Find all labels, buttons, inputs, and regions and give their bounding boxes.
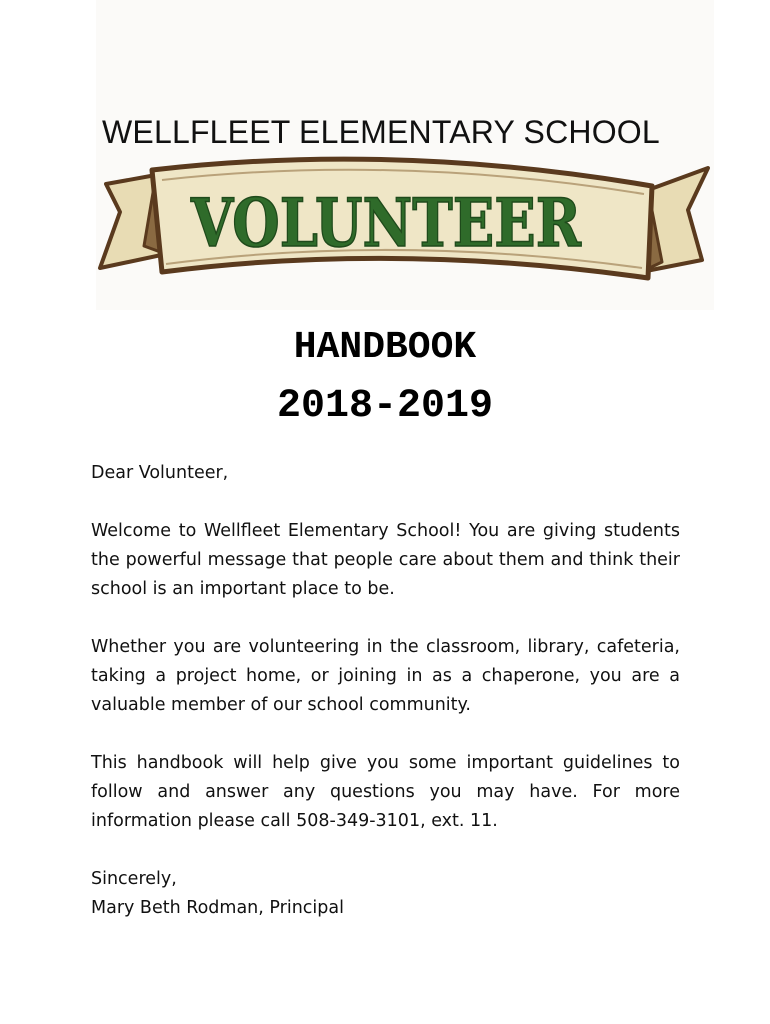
welcome-letter (91, 459, 680, 923)
letter-closing: Sincerely, (91, 869, 177, 889)
handbook-title: HANDBOOK (293, 326, 477, 369)
volunteer-banner-image (96, 150, 714, 310)
letter-signature: Mary Beth Rodman, Principal (91, 898, 344, 918)
school-name: WELLFLEET ELEMENTARY SCHOOL (102, 114, 660, 150)
handbook-year: 2018-2019 (276, 384, 494, 429)
letter-paragraph-contact: This handbook will help give you some important guidelines to follow and answer any questions you may have. For more information please call 508-349-3101, ext. 11. (91, 753, 680, 831)
letter-paragraph-welcome: Welcome to Wellfleet Elementary School! You are giving students the powerful message that people care about them and think their school is an important place to be. (91, 521, 680, 599)
banner-lettering: VOLUNTEER (190, 184, 582, 262)
letter-greeting: Dear Volunteer, (91, 463, 229, 483)
letter-paragraph-volunteering: Whether you are volunteering in the classroom, library, cafeteria, taking a project home, or joining in as a chaperone, you are a valuable member of our school community. (91, 637, 680, 715)
